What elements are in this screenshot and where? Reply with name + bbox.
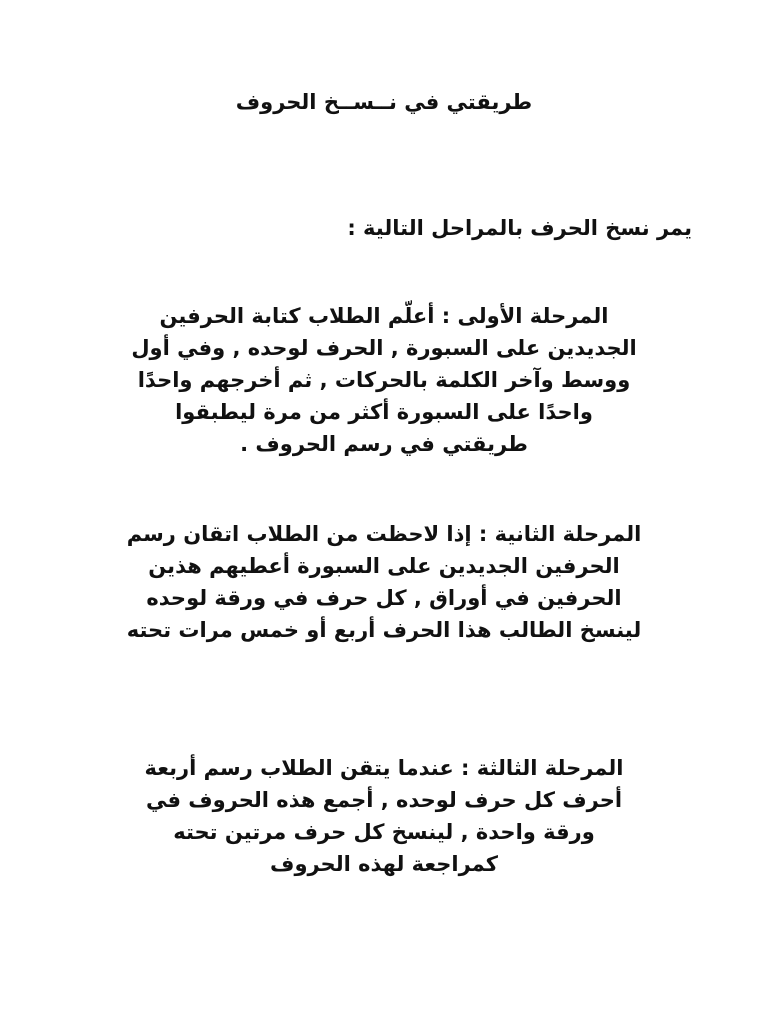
stage-1-line: الجديدين على السبورة , الحرف لوحده , وفي أول bbox=[131, 336, 637, 360]
stage-1-line: واحدًا على السبورة أكثر من مرة ليطبقوا bbox=[175, 400, 593, 424]
stage-2-paragraph bbox=[60, 518, 708, 646]
stage-2-line: لينسخ الطالب هذا الحرف أربع أو خمس مرات تحته bbox=[126, 618, 642, 642]
stage-1-line: ووسط وآخر الكلمة بالحركات , ثم أخرجهم واحدًا bbox=[137, 368, 631, 392]
document-title: طريقتي في نــســخ الحروف bbox=[235, 90, 533, 114]
stage-2-line: المرحلة الثانية : إذا لاحظت من الطلاب اتقان رسم bbox=[126, 522, 642, 546]
intro-text: يمر نسخ الحرف بالمراحل التالية : bbox=[347, 216, 692, 240]
stage-3-line: ورقة واحدة , لينسخ كل حرف مرتين تحته bbox=[173, 820, 595, 844]
stage-1-line: المرحلة الأولى : أعلّم الطلاب كتابة الحرفين bbox=[159, 304, 609, 328]
stage-3-line: كمراجعة لهذه الحروف bbox=[270, 852, 498, 876]
stage-2-line: الحرفين الجديدين على السبورة أعطيهم هذين bbox=[148, 554, 620, 578]
stage-1-line: طريقتي في رسم الحروف . bbox=[240, 432, 528, 456]
stage-1-paragraph bbox=[60, 300, 708, 460]
stage-3-line: أحرف كل حرف لوحده , أجمع هذه الحروف في bbox=[145, 788, 623, 812]
stage-3-line: المرحلة الثالثة : عندما يتقن الطلاب رسم أربعة bbox=[144, 756, 624, 780]
stage-3-paragraph bbox=[60, 752, 708, 880]
stage-2-line: الحرفين في أوراق , كل حرف في ورقة لوحده bbox=[146, 586, 622, 610]
